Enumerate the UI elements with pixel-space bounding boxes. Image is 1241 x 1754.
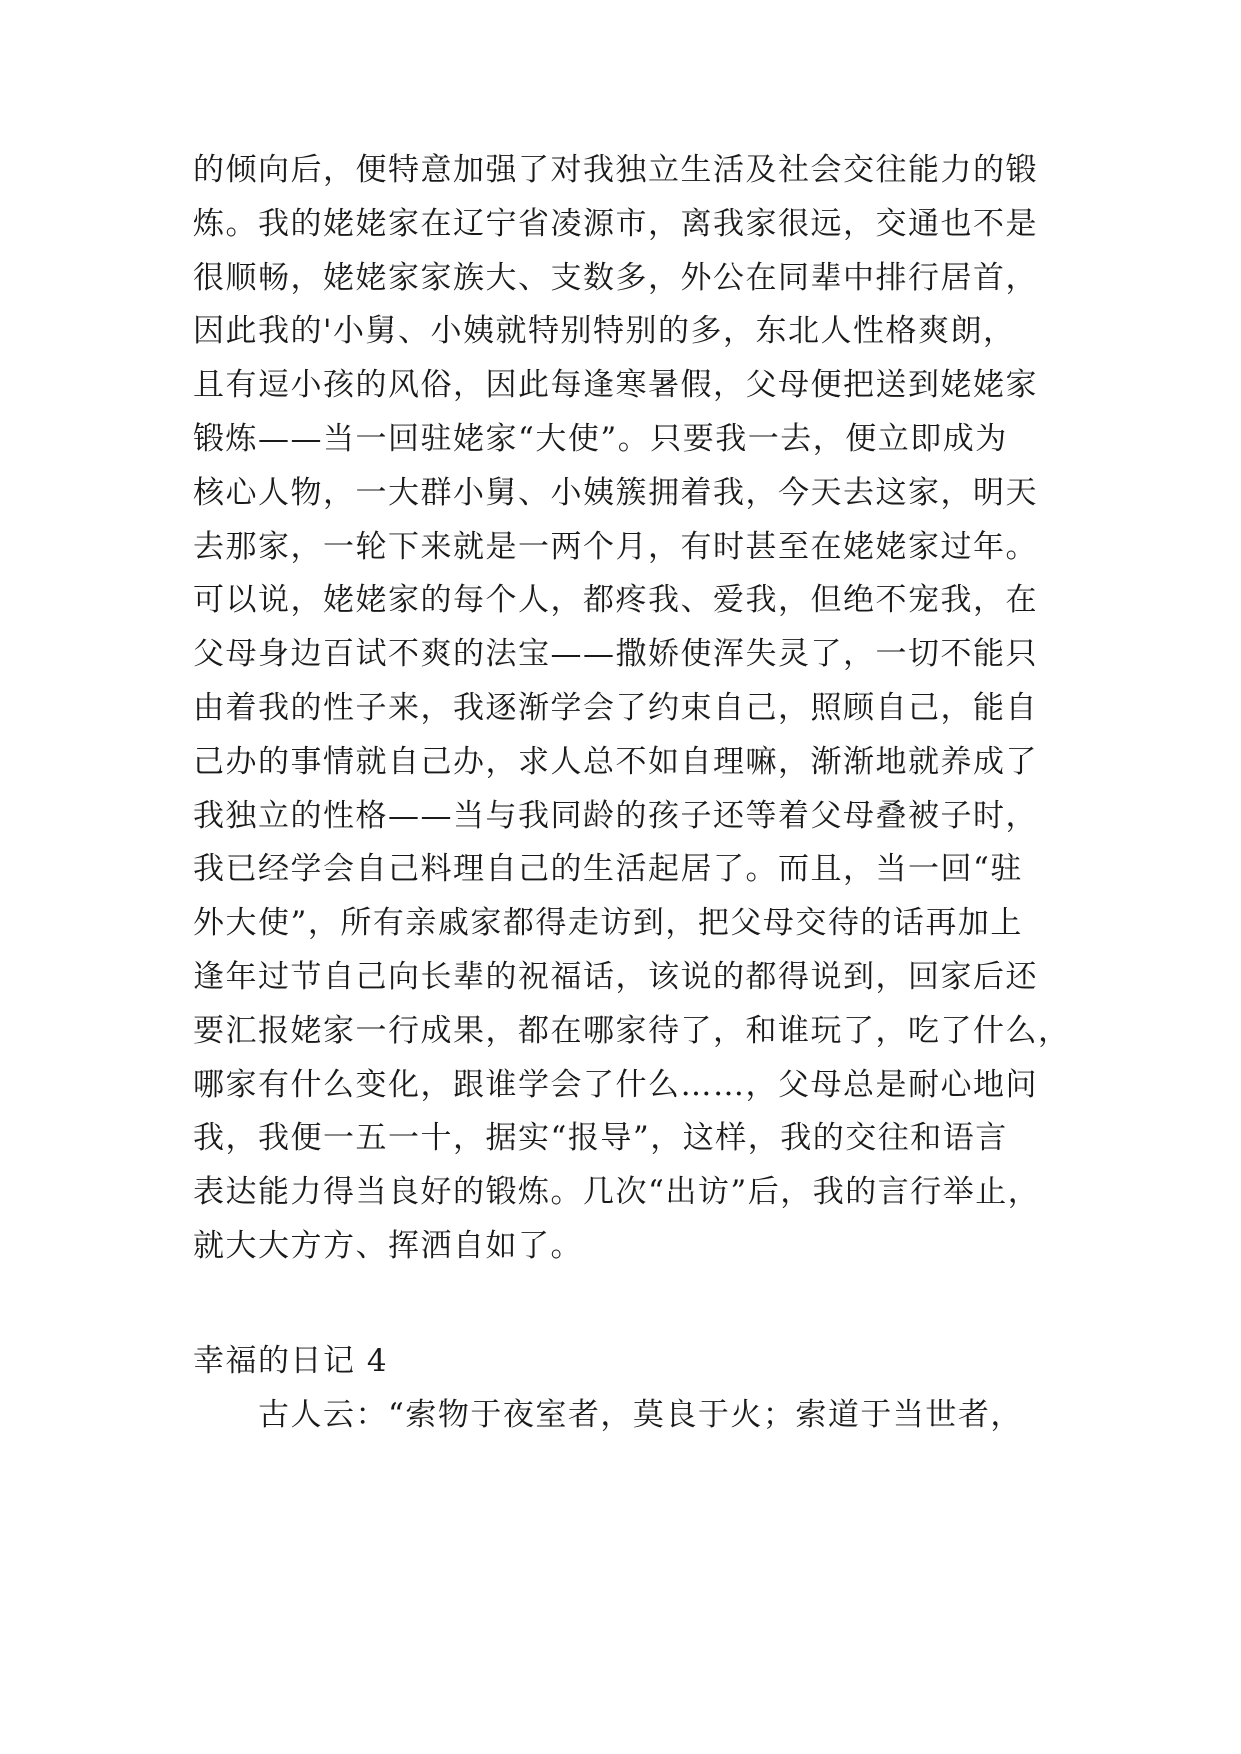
paragraph-line: 可以说，姥姥家的每个人，都疼我、爱我，但绝不宠我，在 [193,582,1038,618]
paragraph-line: 逢年过节自己向长辈的祝福话，该说的都得说到，回家后还 [193,959,1038,995]
paragraph-line: 古人云：“索物于夜室者，莫良于火；索道于当世者， [258,1397,1023,1433]
section-heading: 幸福的日记 4 [193,1343,389,1379]
paragraph-line: 要汇报姥家一行成果，都在哪家待了，和谁玩了，吃了什么， [193,1013,1071,1049]
paragraph-line: 表达能力得当良好的锻炼。几次“出访”后，我的言行举止， [193,1174,1041,1210]
paragraph-line: 因此我的'小舅、小姨就特别特别的多，东北人性格爽朗， [193,313,1016,349]
paragraph-line: 我，我便一五一十，据实“报导”，这样，我的交往和语言 [193,1120,1008,1156]
paragraph-line: 就大大方方、挥洒自如了。 [193,1228,583,1264]
paragraph-line: 外大使”，所有亲戚家都得走访到，把父母交待的话再加上 [193,905,1023,941]
paragraph-line: 去那家，一轮下来就是一两个月，有时甚至在姥姥家过年。 [193,529,1038,565]
paragraph-line: 的倾向后，便特意加强了对我独立生活及社会交往能力的锻 [193,152,1038,188]
paragraph-line: 我独立的性格——当与我同龄的孩子还等着父母叠被子时， [193,798,1038,834]
paragraph-line: 父母身边百试不爽的法宝——撒娇使浑失灵了，一切不能只 [193,636,1038,672]
paragraph-line: 由着我的性子来，我逐渐学会了约束自己，照顾自己，能自 [193,690,1038,726]
paragraph-line: 核心人物，一大群小舅、小姨簇拥着我，今天去这家，明天 [193,475,1038,511]
paragraph-line: 且有逗小孩的风俗，因此每逢寒暑假，父母便把送到姥姥家 [193,367,1038,403]
paragraph-line: 我已经学会自己料理自己的生活起居了。而且，当一回“驻 [193,851,1023,887]
paragraph-line: 锻炼——当一回驻姥家“大使”。只要我一去，便立即成为 [193,421,1008,457]
paragraph-line: 炼。我的姥姥家在辽宁省凌源市，离我家很远，交通也不是 [193,206,1038,242]
paragraph-line: 很顺畅，姥姥家家族大、支数多，外公在同辈中排行居首， [193,260,1038,296]
paragraph-line: 哪家有什么变化，跟谁学会了什么……，父母总是耐心地问 [193,1067,1038,1103]
paragraph-line: 己办的事情就自己办，求人总不如自理嘛，渐渐地就养成了 [193,744,1038,780]
